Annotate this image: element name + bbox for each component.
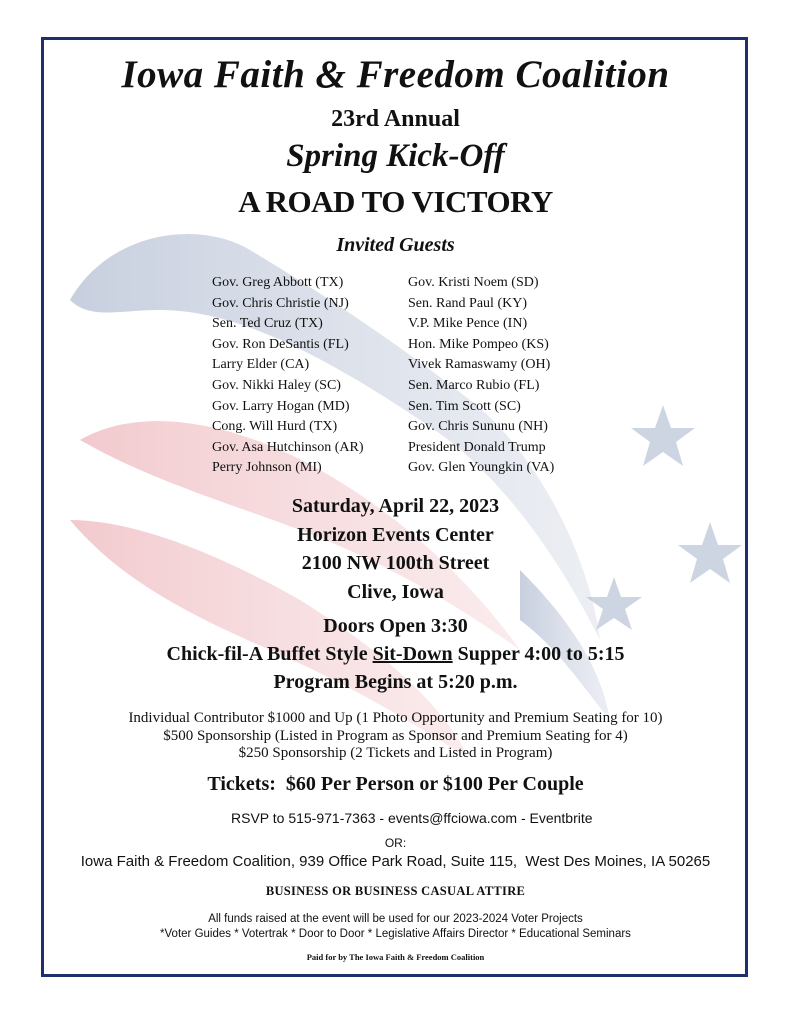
funds-notice: [0, 912, 791, 942]
guest-list-right: [408, 273, 554, 479]
supper-line: [0, 640, 791, 668]
guest-name: Gov. Larry Hogan (MD): [212, 398, 350, 414]
guest-name: Gov. Chris Sununu (NH): [408, 419, 548, 435]
guest-name: V.P. Mike Pence (IN): [408, 316, 528, 332]
sit-down-underlined: Sit-Down: [372, 643, 453, 665]
attire-note: BUSINESS OR BUSINESS CASUAL ATTIRE: [265, 884, 526, 898]
guest-name: Gov. Asa Hutchinson (AR): [212, 439, 364, 455]
event-city: Clive, Iowa: [347, 580, 444, 603]
paid-for-disclaimer: Paid for by The Iowa Faith & Freedom Coalition: [306, 952, 485, 962]
funds-line: All funds raised at the event will be used for our 2023-2024 Voter Projects: [208, 913, 583, 925]
event-details: [0, 492, 791, 606]
guest-name: Vivek Ramaswamy (OH): [408, 357, 551, 373]
program-start: Program Begins at 5:20 p.m.: [273, 671, 518, 693]
guest-name: Sen. Tim Scott (SC): [408, 398, 521, 414]
guest-name: Gov. Nikki Haley (SC): [212, 377, 341, 393]
guest-name: Gov. Greg Abbott (TX): [212, 275, 344, 290]
guest-name: Larry Elder (CA): [212, 357, 310, 373]
event-schedule: [0, 612, 791, 696]
guest-list-left: [212, 273, 364, 479]
annual-label: 23rd Annual: [331, 106, 460, 132]
mailing-address: Iowa Faith & Freedom Coalition, 939 Office Park Road, Suite 115, West Des Moines, IA 50265: [80, 853, 711, 870]
guest-name: President Donald Trump: [408, 439, 546, 455]
or-label: OR:: [384, 836, 407, 850]
guest-name: Gov. Glen Youngkin (VA): [408, 460, 555, 476]
guest-name: Cong. Will Hurd (TX): [212, 419, 338, 435]
guest-name: Perry Johnson (MI): [212, 460, 322, 476]
guest-name: Sen. Rand Paul (KY): [408, 295, 527, 311]
guest-name: Sen. Marco Rubio (FL): [408, 377, 540, 393]
invited-guests-heading: Invited Guests: [336, 234, 455, 256]
guest-name: Sen. Ted Cruz (TX): [212, 316, 323, 332]
rsvp-line: RSVP to 515-971-7363 - events@ffciowa.com - Eventbrite: [231, 810, 593, 826]
guest-name: Gov. Ron DeSantis (FL): [212, 336, 349, 352]
event-date: Saturday, April 22, 2023: [291, 495, 500, 517]
guest-name: Gov. Chris Christie (NJ): [212, 295, 349, 311]
funds-line: *Voter Guides * Votertrak * Door to Door * Legislative Affairs Director * Educational Seminars: [160, 928, 631, 940]
guest-name: Hon. Mike Pompeo (KS): [408, 336, 549, 352]
pricing-line: $500 Sponsorship (Listed in Program as Sponsor and Premium Seating for 4): [163, 727, 628, 744]
pricing-line: Individual Contributor $1000 and Up (1 Photo Opportunity and Premium Seating for 10): [128, 710, 663, 726]
event-street: 2100 NW 100th Street: [301, 552, 490, 574]
guest-name: Gov. Kristi Noem (SD): [408, 275, 539, 290]
doors-open: Doors Open 3:30: [323, 615, 468, 637]
ticket-prices: Tickets: $60 Per Person or $100 Per Couple: [207, 773, 584, 795]
supper-prefix: Chick-fil-A Buffet Style: [166, 643, 373, 665]
supper-suffix: Supper 4:00 to 5:15: [452, 643, 625, 665]
sponsorship-pricing: [0, 710, 791, 763]
event-theme: A ROAD TO VICTORY: [238, 184, 553, 219]
pricing-line: $250 Sponsorship (2 Tickets and Listed in Program): [238, 745, 553, 761]
organization-title: Iowa Faith & Freedom Coalition: [121, 53, 670, 96]
event-venue: Horizon Events Center: [297, 523, 494, 546]
event-name: Spring Kick-Off: [286, 138, 505, 174]
